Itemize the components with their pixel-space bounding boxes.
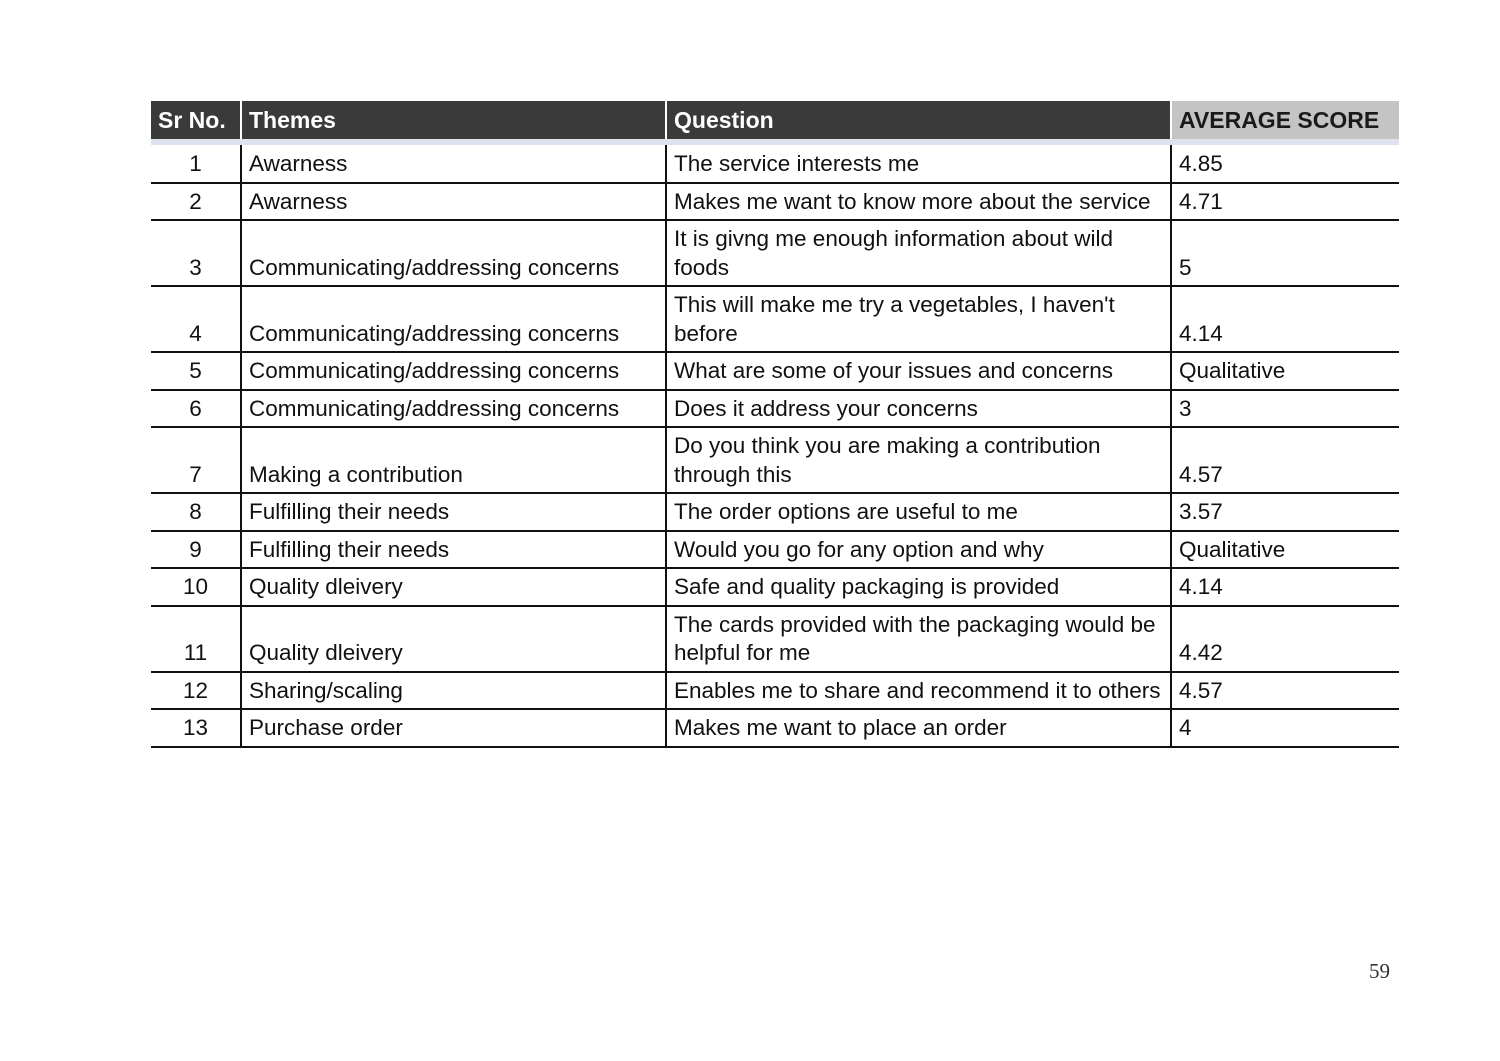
- table-row: [151, 390, 1399, 428]
- cell-question: This will make me try a vegetables, I haven't before: [666, 286, 1171, 352]
- cell-average-score: Qualitative: [1171, 352, 1399, 390]
- cell-question: What are some of your issues and concerns: [666, 352, 1171, 390]
- table-row: [151, 568, 1399, 606]
- header-themes: Themes: [241, 101, 666, 142]
- cell-sr-no: 3: [151, 220, 241, 286]
- cell-average-score: 5: [1171, 220, 1399, 286]
- cell-theme: Communicating/addressing concerns: [241, 220, 666, 286]
- cell-question: Safe and quality packaging is provided: [666, 568, 1171, 606]
- cell-average-score: 4.42: [1171, 606, 1399, 672]
- cell-theme: Quality dleivery: [241, 568, 666, 606]
- header-row: [151, 101, 1399, 142]
- table-row: [151, 352, 1399, 390]
- cell-average-score: 4: [1171, 709, 1399, 747]
- table-row: [151, 709, 1399, 747]
- header-sr-no: Sr No.: [151, 101, 241, 142]
- cell-average-score: 3.57: [1171, 493, 1399, 531]
- table-row: [151, 427, 1399, 493]
- cell-question: The order options are useful to me: [666, 493, 1171, 531]
- cell-average-score: Qualitative: [1171, 531, 1399, 569]
- cell-question: It is givng me enough information about wild foods: [666, 220, 1171, 286]
- cell-sr-no: 2: [151, 183, 241, 221]
- table-row: [151, 286, 1399, 352]
- cell-question: Would you go for any option and why: [666, 531, 1171, 569]
- table-row: [151, 183, 1399, 221]
- cell-sr-no: 10: [151, 568, 241, 606]
- cell-sr-no: 5: [151, 352, 241, 390]
- cell-sr-no: 11: [151, 606, 241, 672]
- cell-average-score: 4.71: [1171, 183, 1399, 221]
- cell-theme: Communicating/addressing concerns: [241, 352, 666, 390]
- header-question: Question: [666, 101, 1171, 142]
- cell-question: Enables me to share and recommend it to others: [666, 672, 1171, 710]
- table-row: [151, 142, 1399, 183]
- cell-theme: Sharing/scaling: [241, 672, 666, 710]
- cell-sr-no: 7: [151, 427, 241, 493]
- survey-results-table: [151, 101, 1399, 748]
- table-row: [151, 220, 1399, 286]
- page-number: 59: [1369, 959, 1390, 983]
- cell-sr-no: 6: [151, 390, 241, 428]
- cell-theme: Fulfilling their needs: [241, 531, 666, 569]
- cell-theme: Awarness: [241, 142, 666, 183]
- table-row: [151, 606, 1399, 672]
- table-row: [151, 531, 1399, 569]
- cell-sr-no: 4: [151, 286, 241, 352]
- cell-theme: Making a contribution: [241, 427, 666, 493]
- cell-theme: Purchase order: [241, 709, 666, 747]
- cell-question: Makes me want to place an order: [666, 709, 1171, 747]
- cell-theme: Communicating/addressing concerns: [241, 286, 666, 352]
- cell-theme: Communicating/addressing concerns: [241, 390, 666, 428]
- cell-sr-no: 8: [151, 493, 241, 531]
- table-body: [151, 142, 1399, 747]
- cell-sr-no: 9: [151, 531, 241, 569]
- header-average-score: AVERAGE SCORE: [1171, 101, 1399, 142]
- cell-average-score: 4.14: [1171, 568, 1399, 606]
- cell-average-score: 4.14: [1171, 286, 1399, 352]
- table-row: [151, 672, 1399, 710]
- cell-average-score: 4.85: [1171, 142, 1399, 183]
- cell-theme: Quality dleivery: [241, 606, 666, 672]
- cell-question: Does it address your concerns: [666, 390, 1171, 428]
- cell-question: Do you think you are making a contribution through this: [666, 427, 1171, 493]
- table-row: [151, 493, 1399, 531]
- cell-theme: Fulfilling their needs: [241, 493, 666, 531]
- cell-sr-no: 1: [151, 142, 241, 183]
- cell-average-score: 4.57: [1171, 427, 1399, 493]
- cell-question: Makes me want to know more about the service: [666, 183, 1171, 221]
- cell-theme: Awarness: [241, 183, 666, 221]
- cell-sr-no: 13: [151, 709, 241, 747]
- cell-sr-no: 12: [151, 672, 241, 710]
- cell-average-score: 3: [1171, 390, 1399, 428]
- table-header: [151, 101, 1399, 142]
- cell-average-score: 4.57: [1171, 672, 1399, 710]
- cell-question: The service interests me: [666, 142, 1171, 183]
- cell-question: The cards provided with the packaging would be helpful for me: [666, 606, 1171, 672]
